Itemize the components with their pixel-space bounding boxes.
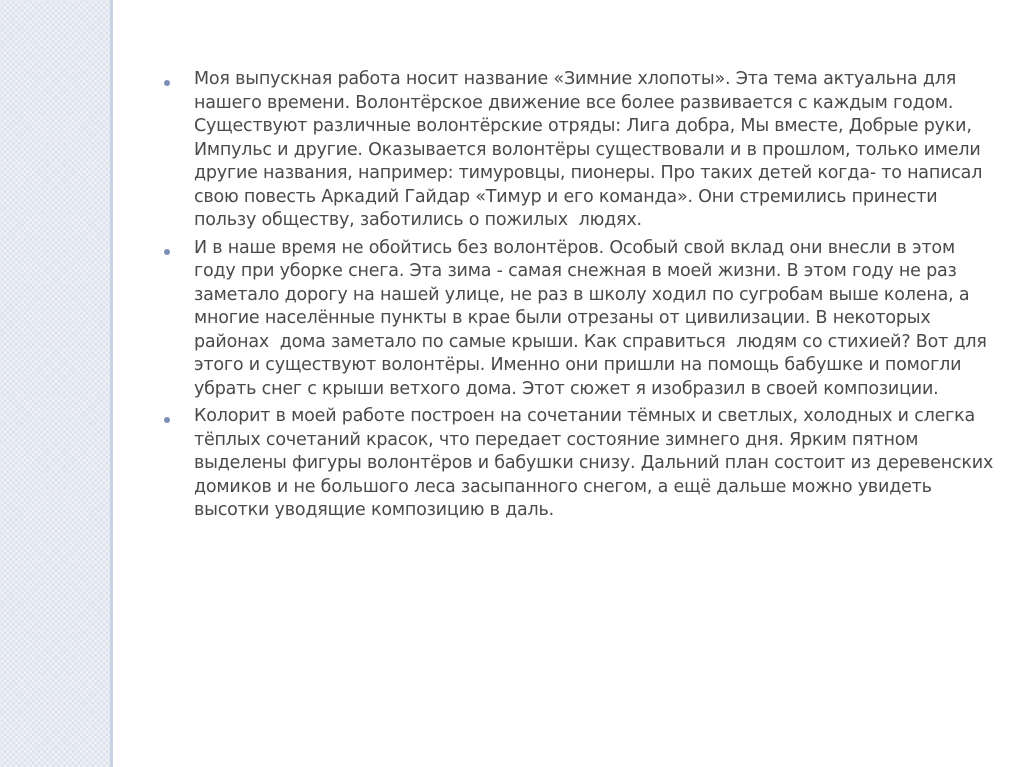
paragraph-text: Колорит в моей работе построен на сочетании тёмных и светлых, холодных и слегка тёплых сочетаний красок, что передает состояние зимнего дня. Ярким пятном выделены фигуры волонтёров и бабушки снизу. Дальний план состоит из деревенских домиков и не большого леса засыпанного снегом, а ещё дальше можно увидеть высотки уводящие композицию в даль.: [194, 406, 999, 520]
bullet-item-1: [150, 68, 1000, 233]
bullet-dot-icon: [164, 249, 170, 255]
bullet-item-2: [150, 237, 1000, 402]
bullet-list: [150, 68, 1000, 523]
band-divider: [110, 0, 113, 767]
bullet-item-3: [150, 405, 1000, 523]
bullet-dot-icon: [164, 80, 170, 86]
paragraph-text: Моя выпускная работа носит название «Зимние хлопоты». Эта тема актуальна для нашего времени. Волонтёрское движение все более развивается с каждым годом. Существуют различные волонтёрские отряды: Лига добра, Мы вместе, Добрые руки, Импульс и другие. Оказывается волонтёры существовали и в прошлом, только имели другие названия, например: тимуровцы, пионеры. Про таких детей когда- то написал свою повесть Аркадий Гайдар «Тимур и его команда». Они стремились принести пользу обществу, заботились о пожилых людях.: [194, 69, 988, 230]
slide-content: [150, 68, 1000, 527]
bullet-dot-icon: [164, 417, 170, 423]
decorative-pattern-band: [0, 0, 112, 767]
paragraph-text: И в наше время не обойтись без волонтёров. Особый свой вклад они внесли в этом году при уборке снега. Эта зима - самая снежная в моей жизни. В этом году не раз заметало дорогу на нашей улице, не раз в школу ходил по сугробам выше колена, а многие населённые пункты в крае были отрезаны от цивилизации. В некоторых районах дома заметало по самые крыши. Как справиться людям со стихией? Вот для этого и существуют волонтёры. Именно они пришли на помощь бабушке и помогли убрать снег с крыши ветхого дома. Этот сюжет я изобразил в своей композиции.: [194, 237, 993, 399]
